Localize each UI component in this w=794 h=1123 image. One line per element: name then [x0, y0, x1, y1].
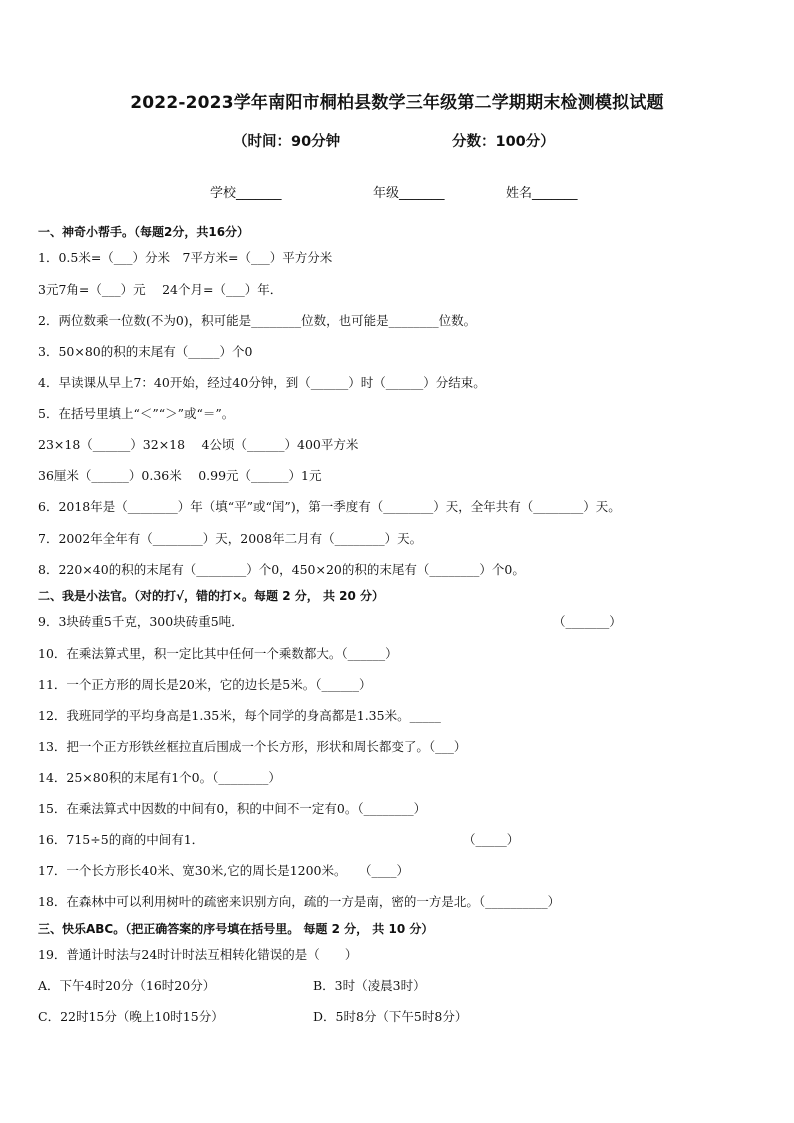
question-6: 6．2018年是（________）年（填“平”或“闰”)，第一季度有（________）天，全年共有（________）天。 [38, 499, 621, 514]
question-5a: 23×18（______）32×18 4公顷（______）400平方米 [38, 437, 359, 452]
question-19-option-b: B．3时（凌晨3时） [313, 978, 426, 993]
question-19-option-c: C．22时15分（晚上10时15分） [38, 1009, 224, 1024]
question-1b: 3元7角=（___）元 24个月=（___）年． [38, 282, 283, 297]
question-2: 2．两位数乘一位数(不为0)，积可能是________位数，也可能是________位数。 [38, 313, 477, 328]
question-7: 7．2002年全年有（________）天，2008年二月有（________）天。 [38, 531, 423, 546]
question-11: 11．一个正方形的周长是20米，它的边长是5米。（______） [38, 677, 372, 692]
section-1-heading: 一、神奇小帮手。（每题2分，共16分） [38, 225, 250, 239]
question-8: 8．220×40的积的末尾有（________）个0，450×20的积的末尾有（________）个0。 [38, 562, 525, 577]
page-title: 2022-2023学年南阳市桐柏县数学三年级第二学期期末检测模拟试题 [130, 93, 664, 113]
question-10: 10．在乘法算式里，积一定比其中任何一个乘数都大。（______） [38, 646, 398, 661]
question-12: 12．我班同学的平均身高是1.35米，每个同学的身高都是1.35米。_____ [38, 708, 441, 723]
question-19-option-a: A．下午4时20分（16时20分） [38, 978, 216, 993]
question-18: 18．在森林中可以利用树叶的疏密来识别方向，疏的一方是南，密的一方是北。（__________） [38, 894, 561, 909]
question-13: 13．把一个正方形铁丝框拉直后围成一个长方形，形状和周长都变了。（___） [38, 739, 467, 754]
name-field: 姓名_______ [506, 186, 578, 201]
question-19-option-d: D．5时8分（下午5时8分） [313, 1009, 468, 1024]
section-3-heading: 三、快乐ABC。（把正确答案的序号填在括号里。 每题 2 分， 共 10 分） [38, 922, 434, 936]
question-14: 14．25×80积的末尾有1个0。（________） [38, 770, 281, 785]
question-16: 16．715÷5的商的中间有1． [38, 832, 205, 847]
question-15: 15．在乘法算式中因数的中间有0，积的中间不一定有0。（________） [38, 801, 427, 816]
question-19: 19．普通计时法与24时计时法互相转化错误的是（ ） [38, 947, 358, 962]
question-5: 5．在括号里填上“＜”“＞”或“＝”。 [38, 406, 235, 421]
question-5b: 36厘米（______）0.36米 0.99元（______）1元 [38, 468, 322, 483]
question-1a: 1．0.5米=（___）分米 7平方米=（___）平方分米 [38, 250, 333, 265]
section-2-heading: 二、我是小法官。（对的打√，错的打×。每题 2 分， 共 20 分） [38, 589, 384, 603]
exam-score: 分数：100分） [452, 134, 555, 150]
question-3: 3．50×80的积的末尾有（_____）个0 [38, 344, 253, 359]
question-17: 17．一个长方形长40米、宽30米,它的周长是1200米。 （____） [38, 863, 410, 878]
question-16-answer: （_____） [463, 832, 520, 847]
question-4: 4．早读课从早上7：40开始，经过40分钟，到（______）时（______）分结束。 [38, 375, 486, 390]
exam-time: （时间：90分钟 [233, 134, 341, 150]
question-9: 9．3块砖重5千克，300块砖重5吨． [38, 614, 244, 629]
school-field: 学校_______ [210, 186, 282, 201]
question-9-answer: （_______） [553, 614, 622, 629]
grade-field: 年级_______ [373, 186, 445, 201]
